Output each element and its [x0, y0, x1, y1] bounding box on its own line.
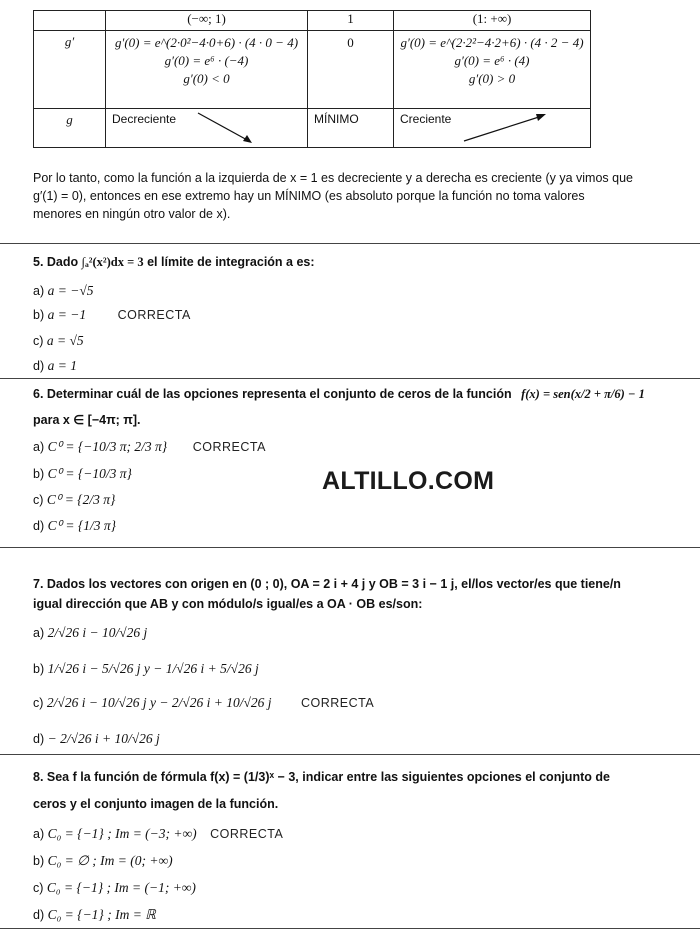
- gprime-mid-cell: 0: [308, 31, 394, 109]
- divider: [0, 754, 700, 755]
- conclusion-paragraph: [33, 169, 683, 223]
- option-letter: a): [33, 626, 45, 640]
- option-math: a = −√5: [47, 283, 94, 298]
- option-math: 1/√26 i − 5/√26 j y − 1/√26 i + 5/√26 j: [47, 661, 259, 676]
- conclusion-line: g′(1) = 0), entonces en ese extremo hay un MÍNIMO (es absoluto porque la función no toma valores: [33, 189, 585, 203]
- q8-option: [33, 879, 196, 897]
- q8-option: [33, 825, 283, 843]
- row-label-g: g: [34, 109, 106, 148]
- q5-suffix: el límite de integración a es:: [147, 255, 315, 269]
- q7-option: [33, 730, 160, 748]
- correct-mark: CORRECTA: [210, 827, 284, 841]
- table-row-gprime: [34, 31, 591, 109]
- q5-option: [33, 282, 94, 300]
- q6-option: [33, 491, 115, 509]
- option-math: C₀ = {−1} ; Im = (−1; +∞): [46, 880, 196, 895]
- q7-option: [33, 660, 259, 678]
- option-math: C₀ = {−1} ; Im = ℝ: [47, 907, 156, 922]
- decreasing-label: Decreciente: [112, 112, 177, 126]
- option-letter: c): [33, 493, 44, 507]
- increasing-arrow-icon: [462, 111, 550, 145]
- gprime-left-line: g′(0) < 0: [183, 71, 230, 86]
- option-letter: c): [33, 881, 44, 895]
- gprime-left-line: g′(0) = e⁶ · (−4): [164, 53, 249, 68]
- conclusion-line: Por lo tanto, como la función a la izquierda de x = 1 es decreciente y a derecha es creciente (y ya vimos que: [33, 171, 633, 185]
- q5-option: [33, 306, 191, 324]
- option-math: C₀ = ∅ ; Im = (0; +∞): [47, 853, 173, 868]
- correct-mark: CORRECTA: [300, 696, 375, 710]
- q7-line: igual dirección que AB y con módulo/s igual/es a OA · OB es/son:: [33, 597, 423, 611]
- option-math: a = 1: [47, 358, 77, 373]
- q8-option: [33, 852, 173, 870]
- option-math: 2/√26 i − 10/√26 j y − 2/√26 i + 10/√26 j: [46, 695, 272, 710]
- option-math: C⁰ = {−10/3 π; 2/3 π}: [47, 439, 168, 454]
- table-header-cell: [34, 11, 106, 31]
- q6-function: f(x) = sen(x/2 + π/6) − 1: [521, 387, 645, 401]
- q8-line: ceros y el conjunto imagen de la función.: [33, 797, 279, 811]
- q5-integral: ∫ₐ²(x²)dx = 3: [81, 255, 144, 269]
- table-row-g: [34, 109, 591, 148]
- option-letter: b): [33, 854, 45, 868]
- option-math: C⁰ = {−10/3 π}: [47, 466, 132, 481]
- correct-mark: CORRECTA: [117, 308, 191, 322]
- conclusion-line: menores en ningún otro valor de x).: [33, 207, 231, 221]
- increasing-label: Creciente: [400, 112, 452, 126]
- question-5-stem: [33, 252, 693, 272]
- option-letter: d): [33, 359, 45, 373]
- option-letter: b): [33, 662, 45, 676]
- option-math: C⁰ = {1/3 π}: [47, 518, 117, 533]
- table-header-row: [34, 11, 591, 31]
- option-math: C₀ = {−1} ; Im = (−3; +∞): [47, 826, 197, 841]
- gprime-left-cell: [106, 31, 308, 109]
- q6-option: [33, 465, 132, 483]
- q8-line: 8. Sea f la función de fórmula f(x) = (1/3)ˣ − 3, indicar entre las siguientes opciones el conjunto de: [33, 770, 610, 784]
- option-letter: d): [33, 519, 45, 533]
- correct-mark: CORRECTA: [192, 440, 266, 454]
- sign-table: [33, 10, 591, 148]
- gprime-right-line: g′(0) = e⁶ · (4): [454, 53, 530, 68]
- option-math: a = √5: [46, 333, 84, 348]
- option-letter: c): [33, 696, 44, 710]
- decreasing-arrow-icon: [196, 111, 256, 145]
- option-letter: a): [33, 440, 45, 454]
- question-8-stem: [33, 764, 693, 818]
- option-math: C⁰ = {2/3 π}: [46, 492, 116, 507]
- option-math: − 2/√26 i + 10/√26 j: [47, 731, 160, 746]
- divider: [0, 243, 700, 244]
- q7-option: [33, 694, 374, 712]
- question-7-stem: [33, 574, 693, 614]
- gprime-right-cell: [394, 31, 591, 109]
- q6-text: 6. Determinar cuál de las opciones representa el conjunto de ceros de la función: [33, 387, 512, 401]
- q6-option: [33, 517, 116, 535]
- gprime-right-line: g′(0) > 0: [468, 71, 516, 86]
- option-math: a = −1: [47, 307, 87, 322]
- option-math: 2/√26 i − 10/√26 j: [47, 625, 148, 640]
- option-letter: a): [33, 827, 45, 841]
- option-letter: d): [33, 732, 45, 746]
- row-label-gprime: g′: [34, 31, 106, 109]
- q5-option: [33, 332, 84, 350]
- option-letter: b): [33, 308, 45, 322]
- g-mid-cell: MÍNIMO: [308, 109, 394, 148]
- question-6-stem: [33, 384, 693, 404]
- divider: [0, 378, 700, 379]
- q8-option: [33, 906, 156, 924]
- q5-prefix: 5. Dado: [33, 255, 79, 269]
- divider: [0, 547, 700, 548]
- q7-line: 7. Dados los vectores con origen en (0 ; 0), OA = 2 i + 4 j y OB = 3 i − 1 j, el/los vector/es que tiene/n: [33, 577, 621, 591]
- g-left-cell: [106, 109, 308, 148]
- gprime-right-line: g′(0) = e^(2·2²−4·2+6) · (4 · 2 − 4): [400, 35, 584, 50]
- table-header-cell: (1: +∞): [394, 11, 591, 31]
- gprime-left-line: g′(0) = e^(2·0²−4·0+6) · (4 · 0 − 4): [114, 35, 299, 50]
- table-header-cell: 1: [308, 11, 394, 31]
- q6-option: [33, 438, 266, 456]
- divider: [0, 928, 700, 929]
- option-letter: b): [33, 467, 45, 481]
- option-letter: d): [33, 908, 45, 922]
- q7-option: [33, 624, 147, 642]
- table-header-cell: (−∞; 1): [106, 11, 308, 31]
- g-right-cell: [394, 109, 591, 148]
- option-letter: a): [33, 284, 45, 298]
- watermark-text: ALTILLO.COM: [322, 467, 495, 495]
- q5-option: [33, 357, 77, 375]
- option-letter: c): [33, 334, 44, 348]
- q6-domain: para x ∈ [−4π; π].: [33, 413, 141, 427]
